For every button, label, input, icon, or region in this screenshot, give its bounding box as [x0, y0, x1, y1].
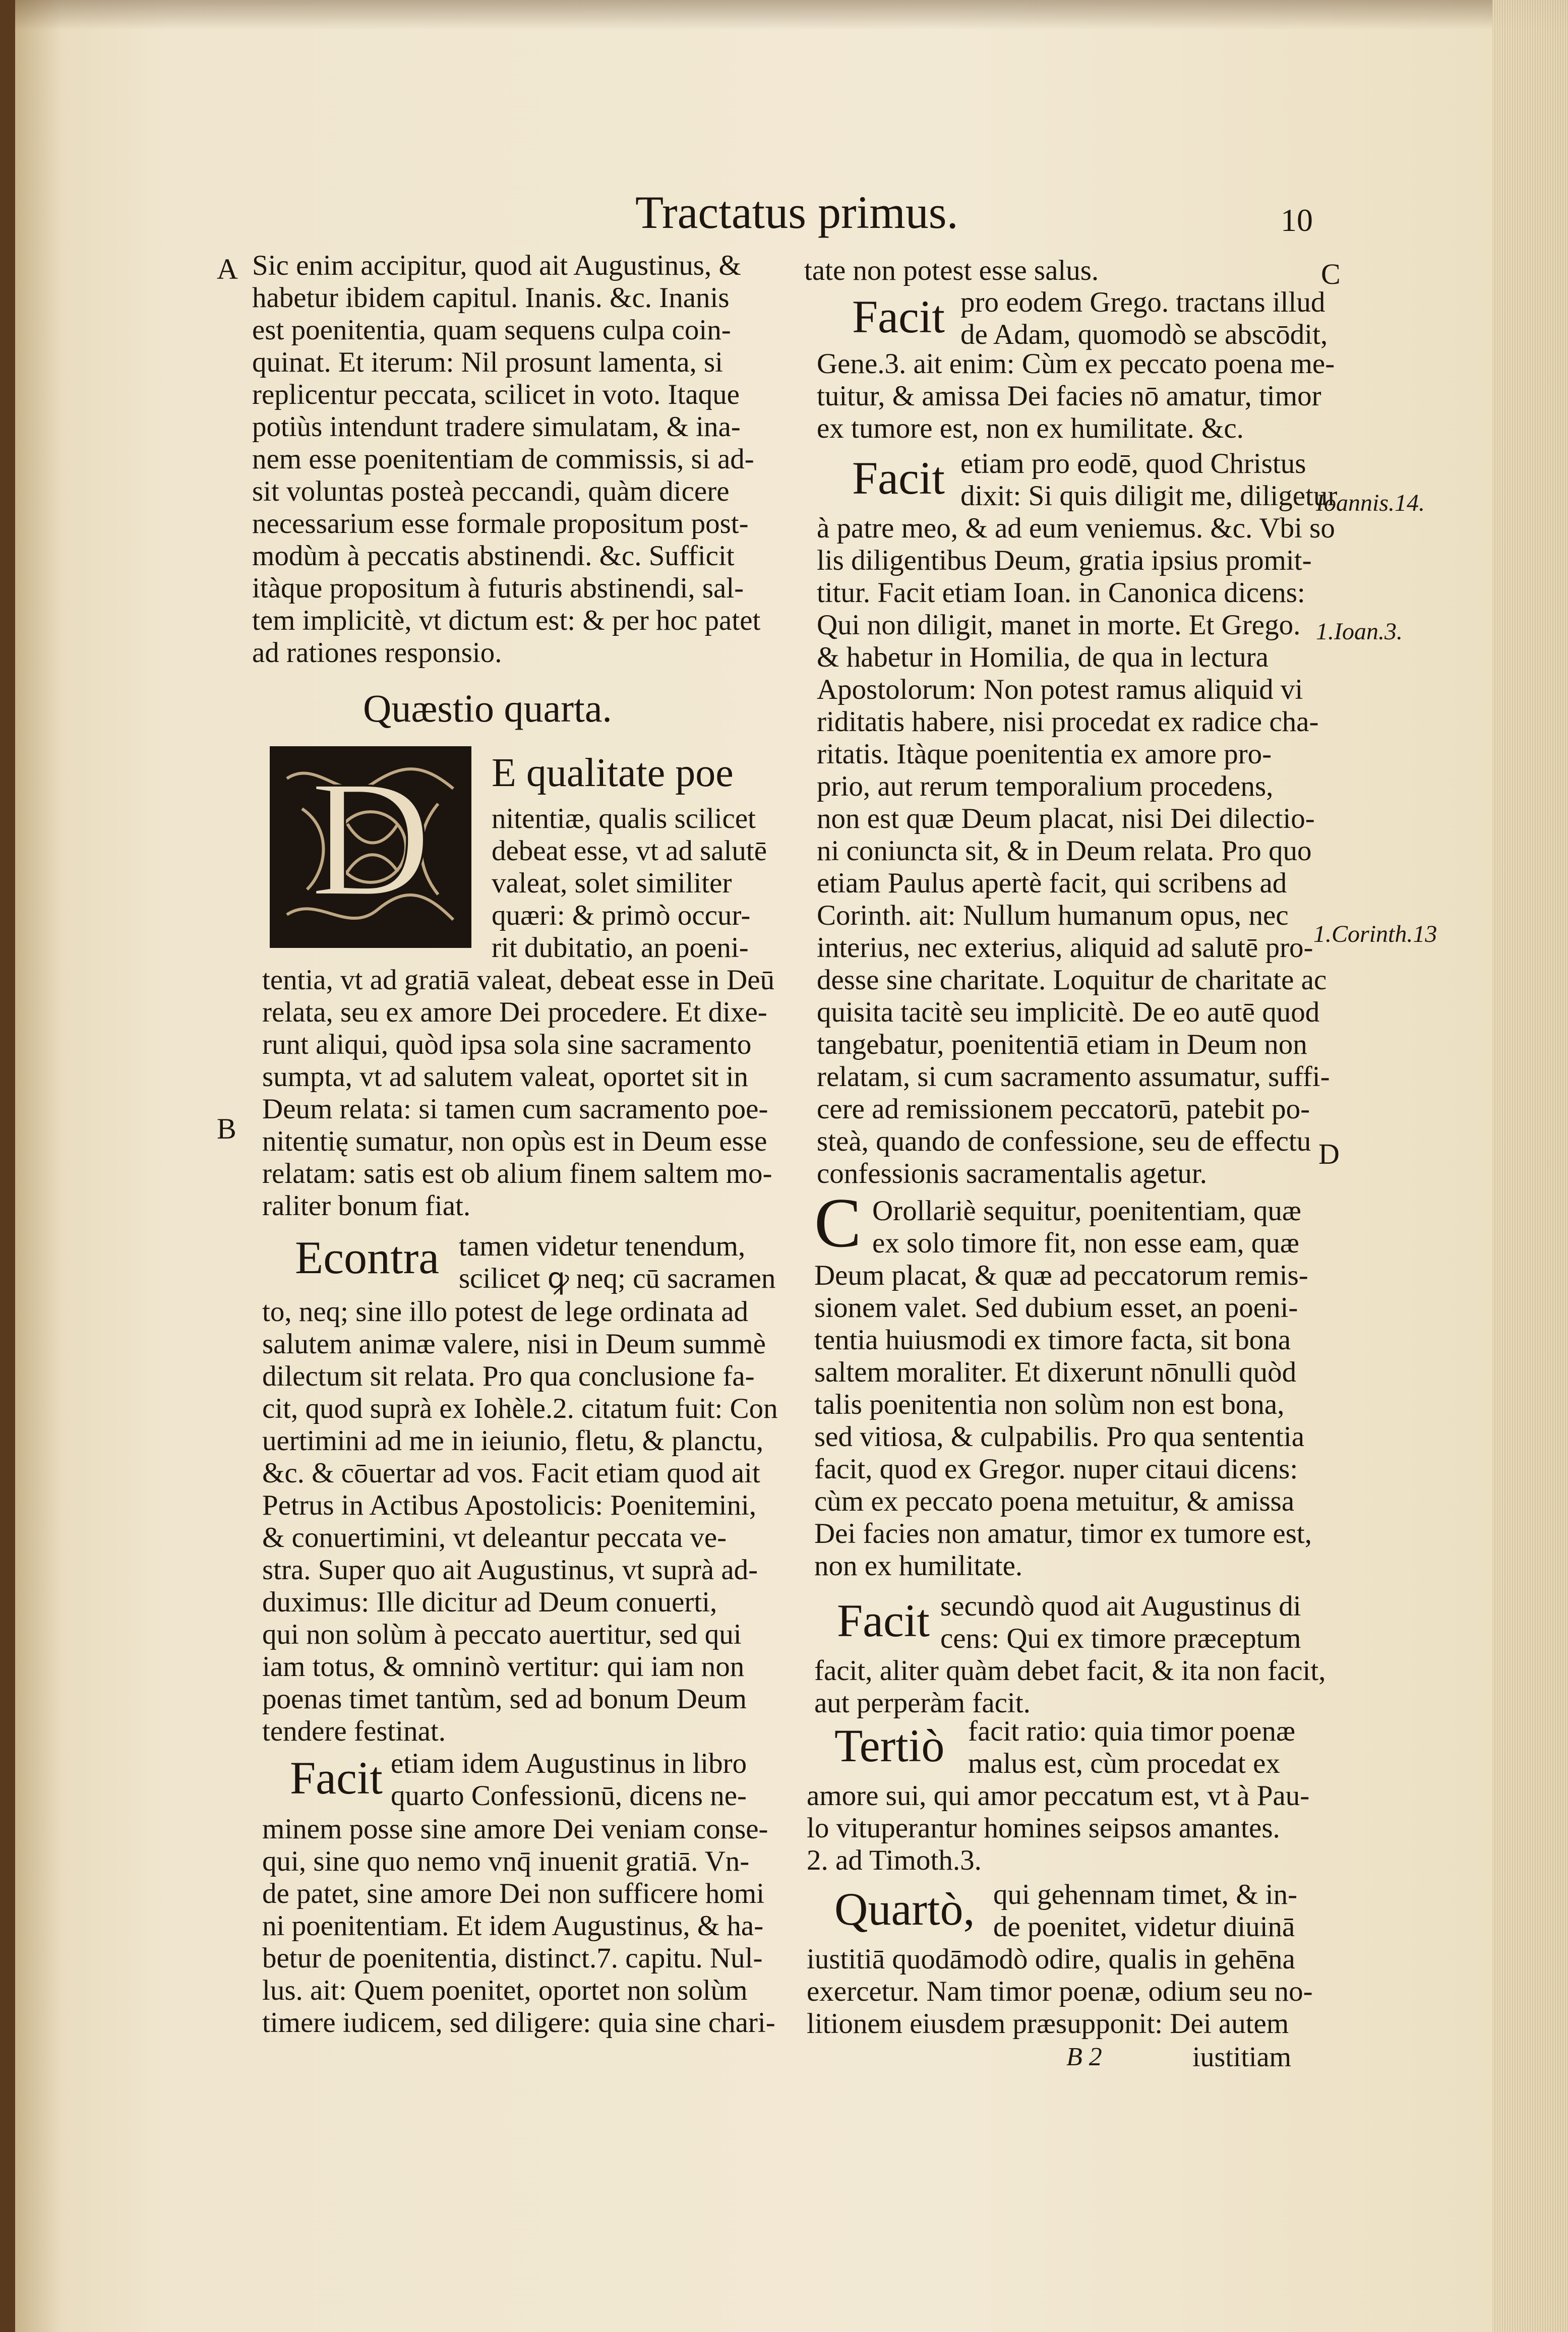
text-line: facit, quod ex Gregor. nuper citaui dicens: — [814, 1453, 1298, 1485]
text-line: quinat. Et iterum: Nil prosunt lamenta, si — [252, 346, 723, 378]
text-line: iam totus, & omninò vertitur: qui iam non — [262, 1651, 745, 1683]
decorated-initial — [270, 746, 471, 948]
margin-letter-b: B — [217, 1112, 236, 1145]
text-line: qui, sine quo nemo vnq̄ inuenit gratiā. Vn- — [262, 1845, 750, 1877]
p4-side-lines — [968, 1715, 1295, 1780]
text-line: ex solo timore fit, non esse eam, quæ — [872, 1227, 1299, 1259]
text-line: Sic enim accipitur, quod ait Augustinus, & — [252, 250, 741, 281]
text-line: confessionis sacramentalis agetur. — [817, 1158, 1208, 1189]
text-line: titur. Facit etiam Ioan. in Canonica dicens: — [817, 577, 1305, 609]
text-line: timere iudicem, sed diligere: quia sine chari- — [262, 2007, 775, 2039]
text-line: relatam: satis est ob alium finem saltem mo- — [262, 1158, 772, 1189]
text-line: nitentię sumatur, non opùs est in Deum esse — [262, 1125, 767, 1157]
running-head-title: Tractatus primus. — [635, 187, 958, 238]
text-line: facit ratio: quia timor poenæ — [968, 1715, 1295, 1747]
text-line: etiam idem Augustinus in libro — [391, 1748, 747, 1779]
text-line: quarto Confessionū, dicens ne- — [391, 1780, 747, 1812]
text-line: est poenitentia, quam sequens culpa coin- — [252, 314, 731, 346]
text-line: talis poenitentia non solùm non est bona, — [814, 1389, 1285, 1420]
p1-lead-word: Facit — [852, 291, 945, 342]
text-line: Deum relata: si tamen cum sacramento poe- — [262, 1093, 768, 1125]
text-line: tuitur, & amissa Dei facies nō amatur, timor — [817, 380, 1321, 412]
p3-lead-word: Facit — [837, 1595, 930, 1646]
p2-paragraph — [817, 512, 1335, 1190]
book-page — [15, 0, 1568, 2332]
text-line: debeat esse, vt ad salutē — [492, 835, 767, 867]
text-line: Corinth. ait: Nullum humanum opus, nec — [817, 900, 1289, 931]
text-line: litionem eiusdem præsupponit: Dei autem — [807, 2008, 1289, 2040]
text-line: riditatis habere, nisi procedat ex radice cha- — [817, 706, 1319, 738]
text-line: cùm ex peccato poena metuitur, & amissa — [814, 1485, 1295, 1517]
text-line: stra. Super quo ait Augustinus, vt suprà ad- — [262, 1554, 758, 1586]
text-line: de patet, sine amore Dei non sufficere homi — [262, 1878, 765, 1909]
econtra-paragraph — [262, 1296, 778, 1748]
text-line: Petrus in Actibus Apostolicis: Poenitemini, — [262, 1489, 757, 1521]
text-line: tentia, vt ad gratiā valeat, debeat esse in Deū — [262, 964, 775, 996]
p1-paragraph — [817, 348, 1335, 445]
text-line: tentia huiusmodi ex timore facta, sit bona — [814, 1324, 1291, 1356]
text-line: relatam, si cum sacramento assumatur, suffi- — [817, 1061, 1330, 1093]
text-line: tamen videtur tenendum, — [459, 1230, 746, 1262]
text-line: &c. & cōuertar ad vos. Facit etiam quod ait — [262, 1457, 760, 1489]
text-line: steà, quando de confessione, seu de effectu — [817, 1125, 1311, 1157]
text-line: prio, aut rerum temporalium procedens, — [817, 770, 1274, 802]
catchword: iustitiam — [1192, 2042, 1291, 2073]
text-line: sionem valet. Sed dubium esset, an poeni- — [814, 1292, 1298, 1324]
margin-letter-c: C — [1321, 258, 1341, 290]
text-line: pro eodem Grego. tractans illud — [960, 286, 1325, 318]
p5-lead-word: Quartò, — [834, 1883, 975, 1935]
text-line: lus. ait: Quem poenitet, oportet non solùm — [262, 1975, 748, 2006]
question-heading: Quæstio quarta. — [363, 686, 612, 730]
p5-side-lines — [993, 1879, 1297, 1943]
text-line: & habetur in Homilia, de qua in lectura — [817, 641, 1269, 673]
p4-lead-word: Tertiò — [834, 1720, 945, 1771]
text-line: à patre meo, & ad eum veniemus. &c. Vbi so — [817, 512, 1335, 544]
text-line: desse sine charitate. Loquitur de charitate ac — [817, 964, 1327, 996]
p2-side-lines — [960, 448, 1337, 512]
text-line: tendere festinat. — [262, 1715, 446, 1747]
first-line-after-initial: E qualitate poe — [492, 751, 734, 795]
p1-side-lines — [960, 286, 1328, 351]
text-line: qui non solùm à peccato auertitur, sed qui — [262, 1619, 742, 1650]
p3-paragraph — [814, 1655, 1325, 1719]
left-intro-paragraph — [252, 250, 760, 669]
text-line: duximus: Ille dicitur ad Deum conuerti, — [262, 1586, 717, 1618]
margin-letter-d: D — [1318, 1138, 1340, 1170]
text-line: sumpta, vt ad salutem valeat, oportet sit in — [262, 1061, 749, 1093]
page-edge — [1492, 0, 1568, 2332]
text-line: ex tumore est, non ex humilitate. &c. — [817, 412, 1244, 444]
text-line: uertimini ad me in ieiunio, fletu, & planctu, — [262, 1425, 764, 1457]
text-line: betur de poenitentia, distinct.7. capitu. Nul- — [262, 1942, 763, 1974]
facit-side-lines — [391, 1748, 747, 1812]
text-line: Qui non diligit, manet in morte. Et Grego. — [817, 609, 1301, 641]
text-line: non est quæ Deum placat, nisi Dei dilectio- — [817, 803, 1315, 834]
text-line: ritatis. Itàque poenitentia ex amore pro- — [817, 738, 1272, 770]
text-line: tangebatur, poenitentiā etiam in Deum non — [817, 1029, 1307, 1060]
text-line: de Adam, quomodò se abscōdit, — [960, 319, 1328, 350]
text-line: Orollariè sequitur, poenitentiam, quæ — [872, 1195, 1301, 1227]
text-line: to, neq; sine illo potest de lege ordinata ad — [262, 1296, 748, 1328]
text-line: & conuertimini, vt deleantur peccata ve- — [262, 1522, 727, 1553]
margin-ref-1-ioan: 1.Ioan.3. — [1316, 618, 1403, 645]
text-line: tate non potest esse salus. — [804, 255, 1099, 286]
text-line: dilectum sit relata. Pro qua conclusione fa- — [262, 1360, 755, 1392]
text-line: dixit: Si quis diligit me, diligetur — [960, 480, 1338, 512]
text-line: cens: Qui ex timore præceptum — [940, 1623, 1301, 1654]
text-line: modùm à peccatis abstinendi. &c. Sufficit — [252, 540, 735, 572]
text-line: nitentiæ, qualis scilicet — [492, 803, 756, 834]
p3-side-lines — [940, 1590, 1301, 1655]
text-line: Apostolorum: Non potest ramus aliquid vi — [817, 674, 1303, 705]
text-line: raliter bonum fiat. — [262, 1190, 471, 1222]
margin-letter-a: A — [217, 253, 238, 285]
signature-mark: B 2 — [1066, 2043, 1102, 2071]
text-line: lis diligentibus Deum, gratia ipsius promit- — [817, 545, 1312, 576]
text-line: quæri: & primò occur- — [492, 900, 751, 931]
text-line: runt aliqui, quòd ipsa sola sine sacramento — [262, 1029, 752, 1060]
facit-paragraph — [262, 1813, 775, 2039]
page-top-shadow — [15, 0, 1568, 30]
p4-paragraph — [807, 1780, 1309, 1877]
text-line: facit, aliter quàm debet facit, & ita non facit, — [814, 1655, 1326, 1687]
foliage-ornament-icon — [272, 748, 469, 946]
text-line: iustitiā quodāmodò odire, qualis in gehēna — [807, 1943, 1295, 1975]
text-line: cere ad remissionem peccatorū, patebit po- — [817, 1093, 1310, 1125]
text-line: sit voluntas posteà peccandi, quàm dicere — [252, 475, 730, 507]
text-line: nem esse poenitentiam de commissis, si ad- — [252, 443, 754, 475]
text-line: relata, seu ex amore Dei procedere. Et dixe- — [262, 996, 767, 1028]
text-line: malus est, cùm procedat ex — [968, 1748, 1280, 1779]
right-top-line — [804, 255, 1099, 287]
margin-ref-ioannis: Ioannis.14. — [1316, 490, 1425, 516]
text-line: cit, quod suprà ex Iohèle.2. citatum fuit: Con — [262, 1393, 778, 1424]
corollary-head-lines — [872, 1195, 1301, 1260]
text-line: quisita tacitè seu implicitè. De eo autē quod — [817, 996, 1320, 1028]
text-line: habetur ibidem capitul. Inanis. &c. Inanis — [252, 282, 730, 314]
text-line: lo vituperantur homines seipsos amantes. — [807, 1812, 1280, 1844]
corollary-initial: C — [814, 1184, 862, 1262]
text-line: rit dubitatio, an poeni- — [492, 932, 749, 964]
text-line: valeat, solet similiter — [492, 867, 732, 899]
lines-beside-initial — [492, 803, 767, 964]
text-line: tem implicitè, vt dictum est: & per hoc patet — [252, 605, 761, 636]
text-line: minem posse sine amore Dei veniam conse- — [262, 1813, 768, 1845]
text-line: salutem animæ valere, nisi in Deum summè — [262, 1328, 766, 1360]
initial-letter: D — [310, 748, 431, 931]
text-line: amore sui, qui amor peccatum est, vt à Pau- — [807, 1780, 1310, 1812]
text-line: qui gehennam timet, & in- — [993, 1879, 1298, 1910]
text-line: Gene.3. ait enim: Cùm ex peccato poena me- — [817, 348, 1335, 380]
text-line: sed vitiosa, & culpabilis. Pro qua sententia — [814, 1421, 1305, 1453]
facit-lead-word: Facit — [290, 1752, 383, 1804]
margin-ref-1-corinth: 1.Corinth.13 — [1313, 921, 1437, 947]
text-line: etiam pro eodē, quod Christus — [960, 448, 1306, 480]
text-line: aut perperàm facit. — [814, 1687, 1031, 1719]
econtra-side-lines — [459, 1230, 775, 1295]
text-line: Dei facies non amatur, timor ex tumore est, — [814, 1518, 1312, 1549]
left-body-paragraph — [262, 964, 774, 1222]
p2-lead-word: Facit — [852, 452, 945, 504]
text-line: non ex humilitate. — [814, 1550, 1023, 1582]
page-number: 10 — [1281, 202, 1313, 238]
text-line: interius, nec exterius, aliquid ad salutē pro- — [817, 932, 1313, 964]
corollary-paragraph — [814, 1260, 1312, 1582]
econtra-lead-word: Econtra — [295, 1232, 440, 1283]
text-line: scilicet ꝙ neq; cū sacramen — [459, 1263, 776, 1294]
text-line: de poenitet, videtur diuinā — [993, 1911, 1295, 1943]
text-line: saltem moraliter. Et dixerunt nōnulli quòd — [814, 1356, 1297, 1388]
text-line: itàque propositum à futuris abstinendi, sal- — [252, 572, 744, 604]
text-line: 2. ad Timoth.3. — [807, 1844, 982, 1876]
text-line: poenas timet tantùm, sed ad bonum Deum — [262, 1683, 747, 1715]
text-line: Deum placat, & quæ ad peccatorum remis- — [814, 1260, 1308, 1291]
text-line: exercetur. Nam timor poenæ, odium seu no- — [807, 1976, 1313, 2007]
text-line: secundò quod ait Augustinus di — [940, 1590, 1301, 1622]
text-line: necessarium esse formale propositum post- — [252, 508, 749, 540]
text-line: potiùs intendunt tradere simulatam, & ina- — [252, 411, 741, 443]
text-line: ni poenitentiam. Et idem Augustinus, & ha- — [262, 1910, 764, 1942]
p5-paragraph — [807, 1943, 1313, 2040]
text-line: replicentur peccata, scilicet in voto. Itaque — [252, 379, 740, 410]
text-line: ad rationes responsio. — [252, 637, 502, 669]
text-line: ni coniuncta sit, & in Deum relata. Pro quo — [817, 835, 1312, 867]
text-line: etiam Paulus apertè facit, qui scribens ad — [817, 867, 1287, 899]
